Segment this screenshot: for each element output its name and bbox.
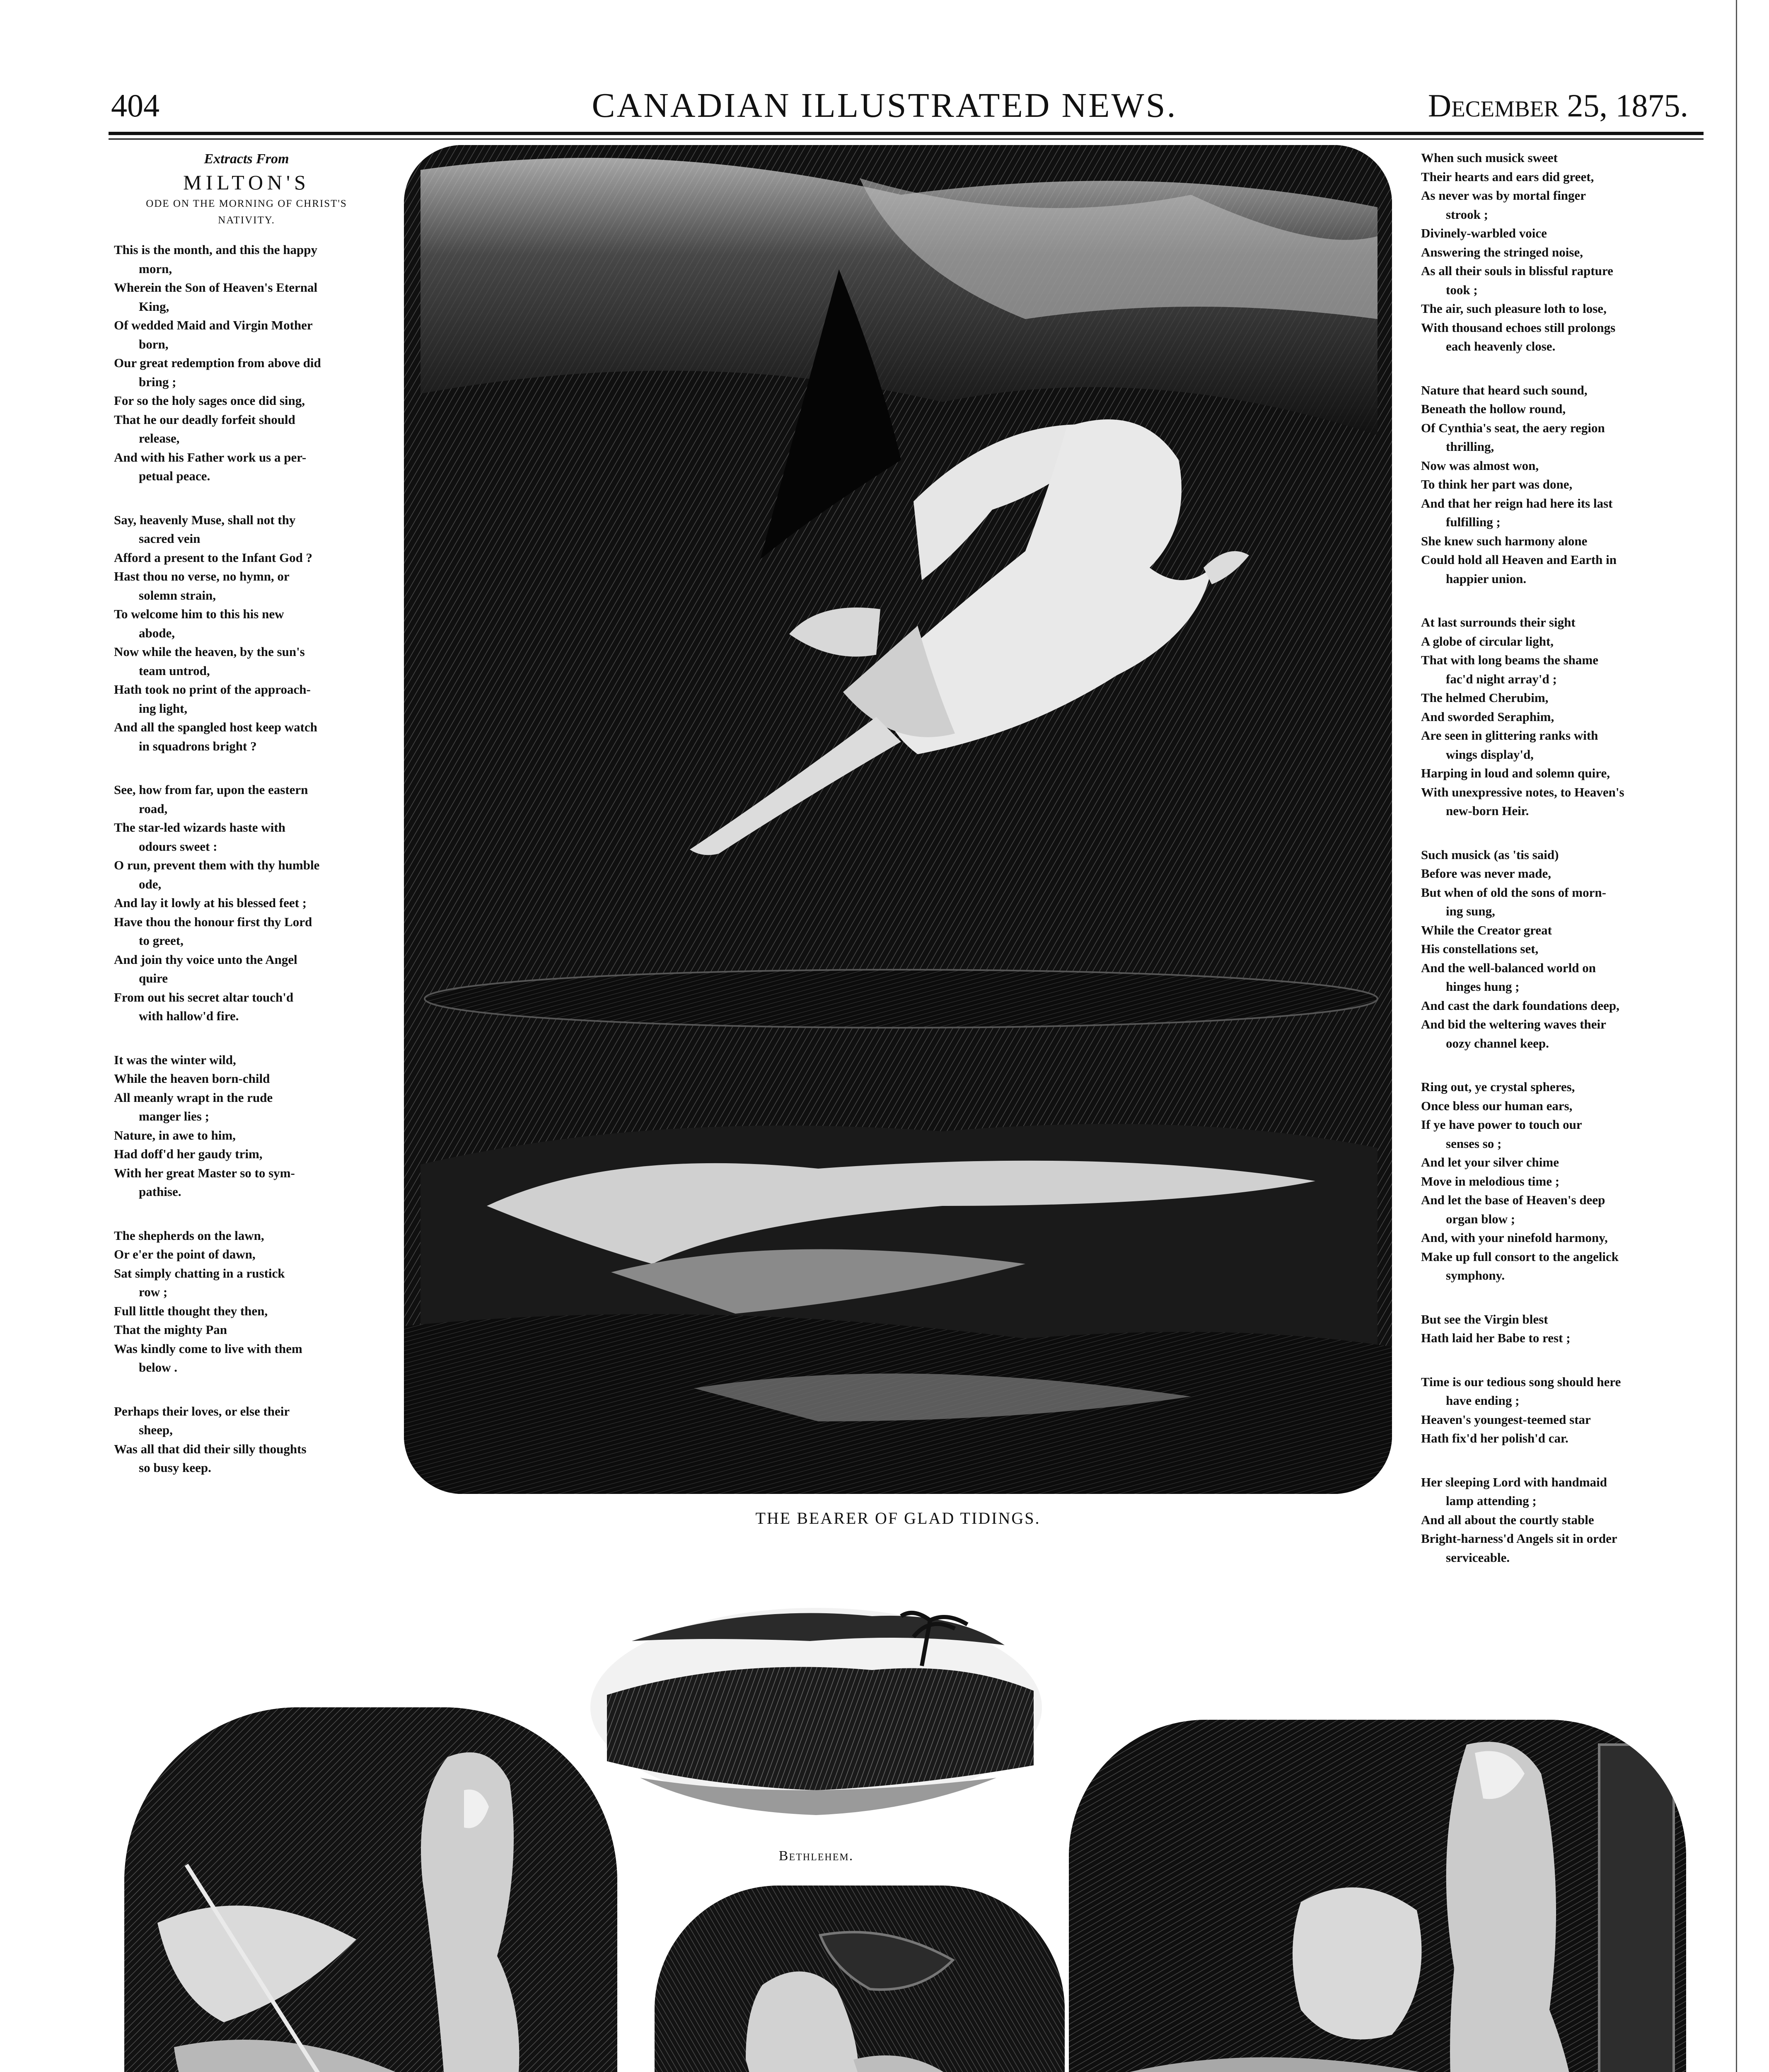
- masthead-rule-thin: [109, 138, 1704, 140]
- poem-line: in squadrons bright ?: [139, 738, 257, 753]
- poem-line: And bid the weltering waves their: [1421, 1017, 1606, 1031]
- poem-line: To welcome him to this his new: [114, 607, 284, 621]
- poem-line: With her great Master so to sym-: [114, 1165, 295, 1180]
- poem-line: odours sweet :: [139, 839, 218, 854]
- poem-line: took ;: [1446, 282, 1478, 297]
- poem-line: That the mighty Pan: [114, 1322, 227, 1337]
- poem-line: Had doff'd her gaudy trim,: [114, 1147, 263, 1161]
- poem-line: This is the month, and this the happy: [114, 242, 317, 257]
- page-number: 404: [111, 87, 160, 123]
- poem-line: Before was never made,: [1421, 866, 1551, 881]
- poem-line: Hath fix'd her polish'd car.: [1421, 1431, 1568, 1445]
- poem-line: with hallow'd fire.: [139, 1009, 239, 1023]
- poem-line: Such musick (as 'tis said): [1421, 847, 1559, 862]
- poem-line: And that her reign had here its last: [1421, 496, 1613, 511]
- poem-line: Say, heavenly Muse, shall not thy: [114, 512, 296, 527]
- poem-heading-subtitle-line: NATIVITY.: [218, 215, 275, 226]
- poem-line: fulfilling ;: [1446, 515, 1501, 529]
- poem-stanza: [114, 1226, 379, 1377]
- page-margin-rule: [1736, 0, 1737, 2072]
- poem-line: Afford a present to the Infant God ?: [114, 550, 313, 565]
- poem-line: Of wedded Maid and Virgin Mother: [114, 318, 313, 332]
- issue-date: December 25, 1875.: [1428, 87, 1688, 123]
- poem-line: Perhaps their loves, or else their: [114, 1404, 290, 1418]
- poem-line: Wherein the Son of Heaven's Eternal: [114, 280, 318, 295]
- poem-line: hinges hung ;: [1446, 979, 1520, 994]
- poem-line: quire: [139, 971, 168, 985]
- poem-heading-subtitle-line: ODE ON THE MORNING OF CHRIST'S: [146, 198, 347, 209]
- poem-heading-extracts: Extracts From: [204, 151, 289, 167]
- poem-line: Was kindly come to live with them: [114, 1341, 302, 1356]
- poem-line: And the well-balanced world on: [1421, 960, 1596, 975]
- poem-line: Sat simply chatting in a rustick: [114, 1266, 285, 1280]
- poem-line: manger lies ;: [139, 1109, 209, 1123]
- poem-line: fac'd night array'd ;: [1446, 671, 1557, 686]
- poem-line: thrilling,: [1446, 439, 1494, 454]
- poem-line: King,: [139, 299, 169, 314]
- poem-line: O run, prevent them with thy humble: [114, 858, 320, 872]
- poem-line: But see the Virgin blest: [1421, 1312, 1548, 1326]
- poem-line: release,: [139, 431, 180, 445]
- poem-stanza: [1421, 1077, 1686, 1285]
- poem-line: Hast thou no verse, no hymn, or: [114, 569, 290, 583]
- poem-line: Once bless our human ears,: [1421, 1098, 1573, 1113]
- poem-stanza: [1421, 148, 1686, 356]
- poem-line: The shepherds on the lawn,: [114, 1228, 264, 1243]
- poem-line: Of Cynthia's seat, the aery region: [1421, 420, 1605, 435]
- poem-line: With thousand echoes still prolongs: [1421, 320, 1616, 335]
- poem-line: Have thou the honour first thy Lord: [114, 914, 312, 929]
- poem-line: And, with your ninefold harmony,: [1421, 1230, 1608, 1245]
- poem-line: organ blow ;: [1446, 1211, 1515, 1226]
- poem-line: so busy keep.: [139, 1460, 211, 1475]
- poem-line: Heaven's youngest-teemed star: [1421, 1412, 1591, 1427]
- poem-line: The star-led wizards haste with: [114, 820, 285, 835]
- poem-line: Bright-harness'd Angels sit in order: [1421, 1531, 1617, 1546]
- poem-line: oozy channel keep.: [1446, 1036, 1549, 1051]
- poem-stanza: [1421, 1473, 1686, 1567]
- poem-line: Nature, in awe to him,: [114, 1128, 236, 1143]
- poem-line: For so the holy sages once did sing,: [114, 393, 305, 408]
- david-engraving-art: [655, 1886, 1065, 2072]
- poem-line: Our great redemption from above did: [114, 356, 321, 370]
- poem-line: Are seen in glittering ranks with: [1421, 728, 1598, 743]
- poem-heading-author: MILTON'S: [183, 171, 310, 194]
- poem-line: happier union.: [1446, 571, 1527, 586]
- poem-heading: [114, 149, 379, 229]
- poem-line: to greet,: [139, 933, 184, 948]
- poem-line: abode,: [139, 625, 175, 640]
- poem-line: born,: [139, 336, 169, 351]
- poem-stanzas-right: [1421, 148, 1686, 1567]
- poem-stanza: [1421, 1310, 1686, 1348]
- poem-line: symphony.: [1446, 1268, 1505, 1283]
- poem-line: As never was by mortal finger: [1421, 188, 1586, 203]
- poem-line: Or e'er the point of dawn,: [114, 1247, 256, 1261]
- poem-line: And lay it lowly at his blessed feet ;: [114, 896, 307, 910]
- poem-line: If ye have power to touch our: [1421, 1117, 1582, 1132]
- poem-line: And let the base of Heaven's deep: [1421, 1193, 1605, 1207]
- poem-line: That he our deadly forfeit should: [114, 412, 295, 427]
- poem-line: To think her part was done,: [1421, 477, 1573, 491]
- poem-line: His constellations set,: [1421, 942, 1539, 956]
- poem-line: Now was almost won,: [1421, 458, 1539, 473]
- bethlehem-engraving-art: [582, 1571, 1050, 1828]
- poem-line: solemn strain,: [139, 588, 216, 603]
- poem-stanza: [1421, 1372, 1686, 1448]
- poem-line: While the heaven born-child: [114, 1071, 270, 1086]
- poem-line: have ending ;: [1446, 1393, 1520, 1408]
- poem-line: Nature that heard such sound,: [1421, 382, 1588, 397]
- poem-line: ing sung,: [1446, 904, 1495, 918]
- poem-stanza: [114, 240, 379, 486]
- david-engraving: [655, 1886, 1065, 2072]
- poem-line: And join thy voice unto the Angel: [114, 952, 297, 967]
- poem-line: All meanly wrapt in the rude: [114, 1090, 273, 1105]
- poem-line: At last surrounds their sight: [1421, 615, 1576, 629]
- bearer-caption: THE BEARER OF GLAD TIDINGS.: [755, 1509, 1041, 1527]
- poem-line: With unexpressive notes, to Heaven's: [1421, 784, 1624, 799]
- poem-line: lamp attending ;: [1446, 1493, 1537, 1508]
- poem-line: Their hearts and ears did greet,: [1421, 169, 1594, 184]
- poem-line: Answering the stringed noise,: [1421, 244, 1583, 259]
- poem-stanzas-left: [114, 240, 379, 1477]
- poem-stanza: [1421, 845, 1686, 1053]
- poem-line: And let your silver chime: [1421, 1155, 1559, 1169]
- poem-line: That with long beams the shame: [1421, 653, 1599, 667]
- poem-line: Make up full consort to the angelick: [1421, 1249, 1619, 1264]
- poem-line: sheep,: [139, 1423, 173, 1437]
- poem-line: Beneath the hollow round,: [1421, 402, 1566, 416]
- poem-line: each heavenly close.: [1446, 339, 1556, 353]
- poem-line: senses so ;: [1446, 1136, 1502, 1151]
- poem-line: A globe of circular light,: [1421, 634, 1554, 649]
- bethlehem-engraving: [582, 1571, 1050, 1828]
- shepherds-engraving: [124, 1707, 617, 2072]
- poem-line: While the Creator great: [1421, 922, 1552, 937]
- poem-line: petual peace.: [139, 469, 210, 483]
- poem-line: She knew such harmony alone: [1421, 533, 1588, 548]
- poem-line: And with his Father work us a per-: [114, 450, 307, 465]
- poem-line: below .: [139, 1360, 177, 1375]
- poem-line: It was the winter wild,: [114, 1052, 236, 1067]
- poem-line: bring ;: [139, 374, 176, 389]
- poem-line: As all their souls in blissful rapture: [1421, 264, 1613, 278]
- poem-line: Hath laid her Babe to rest ;: [1421, 1331, 1571, 1345]
- poem-line: From out his secret altar touch'd: [114, 990, 294, 1005]
- poem-line: And cast the dark foundations deep,: [1421, 998, 1619, 1013]
- poem-line: But when of old the sons of morn-: [1421, 885, 1606, 900]
- poem-stanza: [114, 1051, 379, 1201]
- poem-stanza: [114, 780, 379, 1026]
- poem-line: ing light,: [139, 701, 188, 716]
- poem-stanza: [114, 1402, 379, 1477]
- poem-line: The helmed Cherubim,: [1421, 690, 1549, 705]
- poem-line: Her sleeping Lord with handmaid: [1421, 1474, 1607, 1489]
- poem-line: wings display'd,: [1446, 747, 1534, 762]
- poem-line: sacred vein: [139, 531, 201, 546]
- poem-heading-subtitle: [114, 196, 379, 229]
- poem-line: And sworded Seraphim,: [1421, 709, 1554, 724]
- poem-line: pathise.: [139, 1184, 181, 1199]
- poem-line: Divinely-warbled voice: [1421, 226, 1547, 240]
- poem-column-right: [1421, 148, 1686, 1592]
- poem-line: And all about the courtly stable: [1421, 1512, 1594, 1527]
- shepherds-engraving-art: [124, 1707, 617, 2072]
- stable-engraving-art: [1069, 1720, 1686, 2072]
- bearer-engraving: [404, 145, 1392, 1494]
- poem-line: Ring out, ye crystal spheres,: [1421, 1080, 1575, 1094]
- poem-line: Time is our tedious song should here: [1421, 1374, 1621, 1389]
- poem-line: road,: [139, 801, 168, 816]
- poem-line: And all the spangled host keep watch: [114, 720, 317, 734]
- poem-stanza: [1421, 613, 1686, 821]
- poem-line: Hath took no print of the approach-: [114, 682, 311, 697]
- bethlehem-caption: Bethlehem.: [778, 1848, 854, 1864]
- poem-line: Could hold all Heaven and Earth in: [1421, 552, 1617, 567]
- poem-line: ode,: [139, 876, 162, 891]
- poem-line: morn,: [139, 261, 172, 276]
- bearer-engraving-art: [404, 145, 1392, 1494]
- poem-line: team untrod,: [139, 663, 210, 678]
- masthead-title: CANADIAN ILLUSTRATED NEWS.: [592, 86, 1177, 125]
- poem-column-left: [114, 149, 379, 1502]
- poem-line: Harping in loud and solemn quire,: [1421, 766, 1610, 780]
- stable-engraving: [1069, 1720, 1686, 2072]
- poem-line: new-born Heir.: [1446, 804, 1529, 818]
- poem-stanza: [1421, 381, 1686, 588]
- poem-line: When such musick sweet: [1421, 150, 1558, 165]
- poem-stanza: [114, 511, 379, 756]
- poem-line: The air, such pleasure loth to lose,: [1421, 301, 1607, 316]
- poem-line: serviceable.: [1446, 1550, 1510, 1565]
- poem-line: See, how from far, upon the eastern: [114, 782, 308, 797]
- masthead-rule: [109, 132, 1704, 135]
- poem-line: Move in melodious time ;: [1421, 1174, 1560, 1188]
- poem-line: strook ;: [1446, 207, 1488, 222]
- poem-line: row ;: [139, 1285, 168, 1299]
- poem-line: Now while the heaven, by the sun's: [114, 644, 305, 659]
- poem-line: Was all that did their silly thoughts: [114, 1441, 307, 1456]
- poem-line: Full little thought they then,: [114, 1303, 268, 1318]
